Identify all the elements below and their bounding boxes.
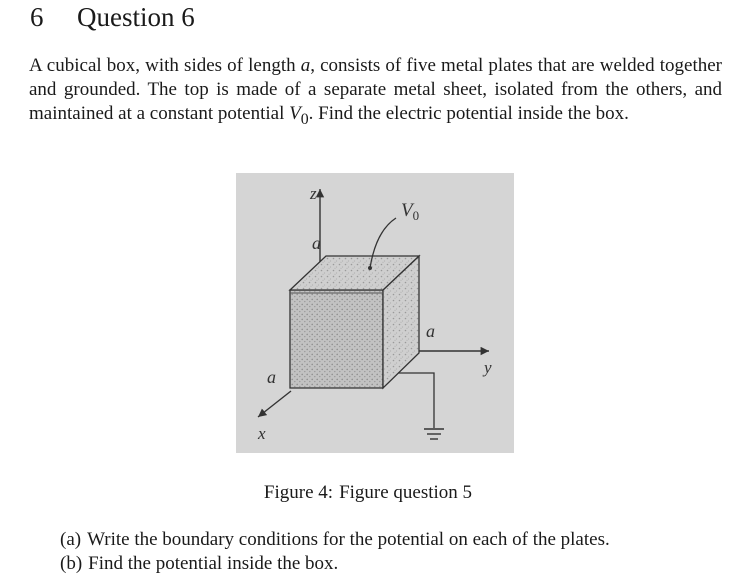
side-length-variable: a [300, 55, 311, 76]
figure-caption [0, 482, 736, 504]
a-top-label: a [312, 233, 321, 253]
sub-question-text: Find the potential inside the box. [88, 553, 339, 574]
v0-label-sub: 0 [412, 208, 420, 223]
sub-question-a [60, 528, 610, 552]
sub-question-b [60, 552, 610, 576]
problem-text-part3: . Find the electric potential inside the box. [308, 103, 629, 124]
x-axis [258, 391, 291, 417]
z-axis-label: z [310, 184, 317, 203]
v0-label [401, 200, 419, 223]
problem-text-part2: , consists of five metal plates that are welded together and grounded. The top is made of a separate metal sheet, isolated from the others, and maintained at a constant potential [29, 55, 722, 124]
section-title: Question 6 [77, 2, 195, 32]
cube-figure [236, 173, 514, 453]
section-heading [30, 2, 195, 33]
potential-subscript: 0 [300, 110, 309, 128]
v0-label-main: V [401, 200, 413, 221]
x-axis-label: x [258, 424, 266, 443]
sub-question-label: (a) [60, 529, 82, 550]
y-axis-label: y [484, 358, 492, 377]
ground-wire [398, 373, 434, 428]
a-left-label: a [267, 367, 276, 387]
caption-label: Figure 4: [263, 482, 334, 503]
cube-front-face [290, 290, 383, 388]
sub-question-label: (b) [60, 553, 83, 574]
problem-statement [29, 54, 722, 132]
cube-diagram [236, 173, 514, 453]
section-number: 6 [30, 2, 44, 32]
problem-text-part1: A cubical box, with sides of length [29, 55, 301, 76]
caption-text: Figure question 5 [339, 482, 473, 503]
sub-questions [60, 528, 610, 576]
a-right-label: a [426, 321, 435, 341]
sub-question-text: Write the boundary conditions for the potential on each of the plates. [87, 529, 610, 550]
potential-variable: V [289, 103, 301, 124]
